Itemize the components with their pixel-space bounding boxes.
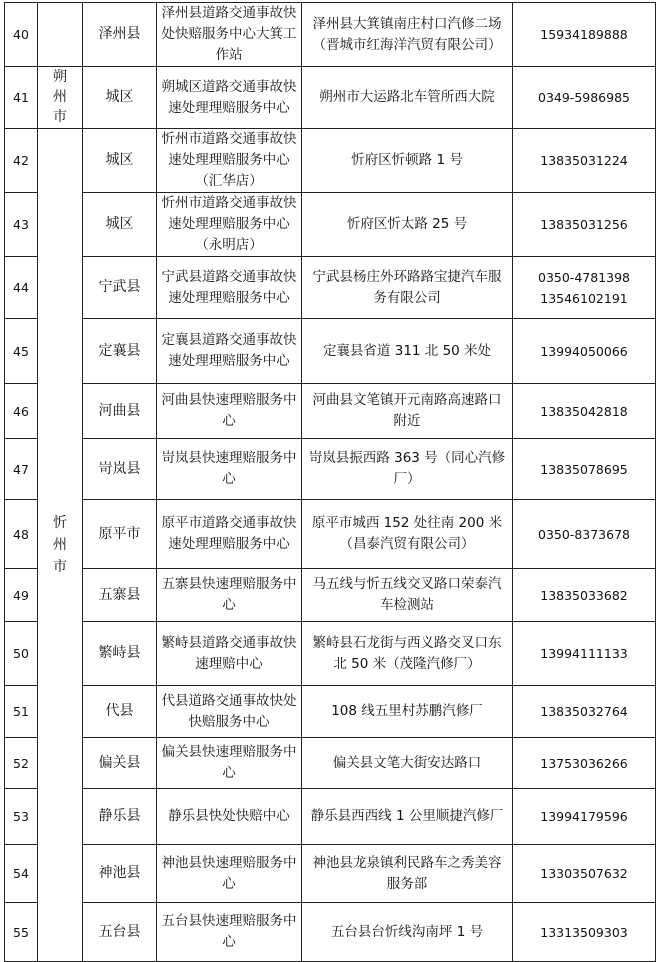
service-center-name: 神池县快速理赔服务中心 [157,845,302,903]
service-center-name: 五台县快速理赔服务中心 [157,903,302,962]
county-name: 城区 [83,193,157,257]
phone-number: 13753036266 [513,738,656,789]
row-number: 49 [5,569,38,622]
service-center-name: 岢岚县快速理赔服务中心 [157,439,302,500]
table-row [5,903,656,962]
county-name: 泽州县 [83,3,157,67]
table-row [5,129,656,193]
table-row [5,622,656,686]
address: 繁峙县石龙街与西义路交叉口东北 50 米（茂隆汽修厂） [302,622,513,686]
service-center-name: 泽州县道路交通事故快处快赔服务中心大箕工作站 [157,3,302,67]
city-cell-blank [38,3,83,67]
service-center-name: 代县道路交通事故快处快赔服务中心 [157,686,302,738]
table-row [5,845,656,903]
service-center-table [4,2,656,962]
county-name: 五台县 [83,903,157,962]
phone-number: 13994179596 [513,789,656,845]
phone-number: 0350-4781398 13546102191 [513,257,656,319]
county-name: 神池县 [83,845,157,903]
phone-number: 13994111133 [513,622,656,686]
address: 泽州县大箕镇南庄村口汽修二场（晋城市红海洋汽贸有限公司） [302,3,513,67]
phone-number: 13835042818 [513,384,656,439]
phone-number: 13313509303 [513,903,656,962]
table-row [5,67,656,129]
service-center-name: 静乐县快处快赔中心 [157,789,302,845]
row-number: 54 [5,845,38,903]
row-number: 55 [5,903,38,962]
address: 五台县台忻线沟南坪 1 号 [302,903,513,962]
address: 原平市城西 152 处往南 200 米（昌泰汽贸有限公司） [302,500,513,569]
row-number: 52 [5,738,38,789]
service-center-name: 繁峙县道路交通事故快速理赔中心 [157,622,302,686]
phone-number: 13835031256 [513,193,656,257]
address: 静乐县西西线 1 公里顺捷汽修厂 [302,789,513,845]
table-body [5,3,656,962]
table-row [5,193,656,257]
service-center-name: 原平市道路交通事故快速处理理赔服务中心 [157,500,302,569]
table-row [5,384,656,439]
service-center-name: 河曲县快速理赔服务中心 [157,384,302,439]
phone-number: 15934189888 [513,3,656,67]
service-center-name: 五寨县快速理赔服务中心 [157,569,302,622]
row-number: 45 [5,319,38,384]
row-number: 44 [5,257,38,319]
city-cell-xinzhou [38,129,83,962]
county-name: 城区 [83,129,157,193]
address: 宁武县杨庄外环路路宝捷汽车服务有限公司 [302,257,513,319]
service-center-name: 忻州市道路交通事故快速处理理赔服务中心（永明店） [157,193,302,257]
county-name: 静乐县 [83,789,157,845]
phone-number: 13835032764 [513,686,656,738]
county-name: 偏关县 [83,738,157,789]
phone-number: 0350-8373678 [513,500,656,569]
row-number: 42 [5,129,38,193]
phone-number: 13835031224 [513,129,656,193]
table-row [5,686,656,738]
county-name: 定襄县 [83,319,157,384]
row-number: 40 [5,3,38,67]
table-row [5,789,656,845]
address: 定襄县省道 311 北 50 米处 [302,319,513,384]
county-name: 代县 [83,686,157,738]
row-number: 46 [5,384,38,439]
address: 马五线与忻五线交叉路口荣泰汽车检测站 [302,569,513,622]
city-cell-shuozhou [38,67,83,129]
service-center-name: 定襄县道路交通事故快速处理理赔服务中心 [157,319,302,384]
county-name: 原平市 [83,500,157,569]
row-number: 43 [5,193,38,257]
phone-number: 13835078695 [513,439,656,500]
table-row [5,257,656,319]
address: 朔州市大运路北车管所西大院 [302,67,513,129]
row-number: 47 [5,439,38,500]
county-name: 城区 [83,67,157,129]
phone-number: 0349-5986985 [513,67,656,129]
table-row [5,738,656,789]
table-row [5,500,656,569]
service-center-name: 宁武县道路交通事故快速处理理赔服务中心 [157,257,302,319]
phone-number: 13835033682 [513,569,656,622]
address: 忻府区忻顿路 1 号 [302,129,513,193]
phone-number: 13303507632 [513,845,656,903]
row-number: 50 [5,622,38,686]
county-name: 河曲县 [83,384,157,439]
phone-number: 13994050066 [513,319,656,384]
row-number: 48 [5,500,38,569]
table-row [5,569,656,622]
county-name: 五寨县 [83,569,157,622]
table-row [5,319,656,384]
table-row [5,439,656,500]
address: 岢岚县振西路 363 号（同心汽修厂） [302,439,513,500]
address: 忻府区忻太路 25 号 [302,193,513,257]
county-name: 宁武县 [83,257,157,319]
table-row [5,3,656,67]
service-center-name: 朔城区道路交通事故快速处理理赔服务中心 [157,67,302,129]
row-number: 51 [5,686,38,738]
city-name-shuozhou: 朔州市 [53,69,67,125]
county-name: 岢岚县 [83,439,157,500]
row-number: 53 [5,789,38,845]
service-center-name: 偏关县快速理赔服务中心 [157,738,302,789]
address: 108 线五里村苏鹏汽修厂 [302,686,513,738]
address: 神池县龙泉镇利民路车之秀美容服务部 [302,845,513,903]
city-name-xinzhou: 忻州市 [53,515,67,575]
row-number: 41 [5,67,38,129]
address: 河曲县文笔镇开元南路高速路口附近 [302,384,513,439]
county-name: 繁峙县 [83,622,157,686]
service-center-name: 忻州市道路交通事故快速处理理赔服务中心（汇华店） [157,129,302,193]
address: 偏关县文笔大街安达路口 [302,738,513,789]
